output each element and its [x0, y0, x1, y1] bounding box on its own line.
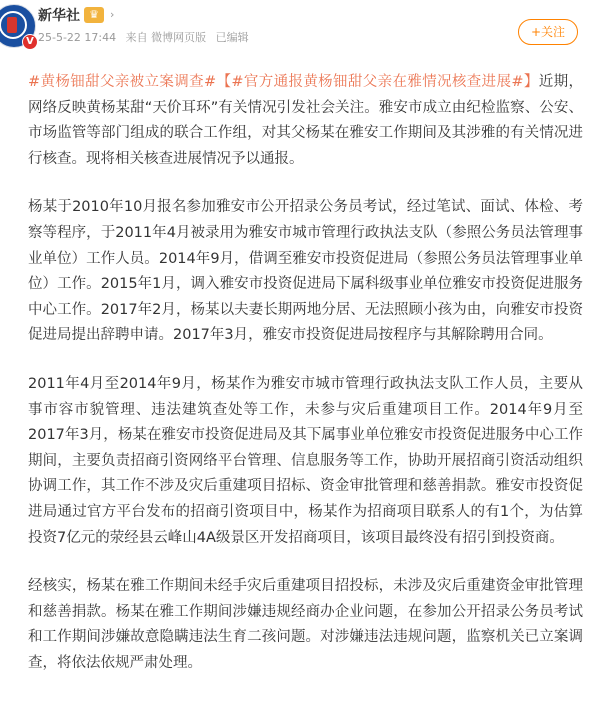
topic-tag[interactable]: 【#官方通报黄杨钿甜父亲在雅情况核查进展#】	[216, 74, 539, 90]
paragraph-text: 近期，网络反映黄杨某甜“天价耳环”有关情况引发社会关注。雅安市成立由纪检监察、公安、市场监管等部门组成的联合工作组，对其父杨某在雅安工作期间及其涉雅的有关情况进行核查。现将相关核查进展情况予以通报。	[28, 74, 583, 167]
verified-badge-icon: V	[22, 34, 38, 50]
post-header	[0, 0, 600, 62]
paragraph-3: 2011年4月至2014年9月，杨某作为雅安市城市管理行政执法支队工作人员，主要从事市容市貌管理、违法建筑查处等工作，未参与灾后重建项目工作。2014年9月至2017年3月，杨某在雅安市投资促进局及其下属事业单位雅安市投资促进服务中心工作期间，主要负责招商引资网络平台管理、信息服务等工作，协助开展招商引资活动组织协调工作，其工作不涉及灾后重建项目招标、资金审批管理和慈善捐款。雅安市投资促进局通过官方平台发布的招商引资项目中，杨某作为招商项目联系人的有1个，为估算投资7亿元的荥经县云峰山4A级景区开发招商项目，该项目最终没有招引到投资商。	[28, 375, 583, 546]
chevron-right-icon[interactable]: ›	[110, 8, 115, 21]
paragraph-4: 经核实，杨某在雅工作期间未经手灾后重建项目招投标，未涉及灾后重建资金审批管理和慈善捐款。杨某在雅工作期间涉嫌违规经商办企业问题，在参加公开招录公务员考试和工作期间涉嫌故意隐瞒违法生育二孩问题。对涉嫌违法违规问题，监察机关已立案调查，将依法依规严肃处理。	[28, 578, 583, 671]
avatar-emblem	[7, 17, 17, 33]
post-source: 来自 微博网页版	[125, 31, 207, 44]
topic-tag[interactable]: #黄杨钿甜父亲被立案调查#	[28, 74, 217, 90]
post-content	[28, 70, 583, 699]
edited-label[interactable]: 已编辑	[215, 31, 249, 44]
paragraph-2: 杨某于2010年10月报名参加雅安市公开招录公务员考试，经过笔试、面试、体检、考察等程序，于2011年4月被录用为雅安市城市管理行政执法支队（参照公务员法管理事业单位）工作人员。2014年9月，借调至雅安市投资促进局（参照公务员法管理事业单位）工作。2015年1月，调入雅安市投资促进局下属科级事业单位雅安市投资促进服务中心工作。2017年2月，杨某以夫妻长期两地分居、无法照顾小孩为由，向雅安市投资促进局提出辞聘申请。2017年3月，雅安市投资促进局按程序与其解除聘用合同。	[28, 199, 583, 344]
follow-button[interactable]: +关注	[518, 19, 578, 45]
author-name[interactable]: 新华社	[38, 8, 80, 24]
paragraph-1	[28, 70, 583, 172]
post-meta	[38, 30, 255, 46]
post-date[interactable]: 25-5-22 17:44	[38, 31, 117, 44]
crown-icon[interactable]: ♛	[84, 7, 104, 23]
